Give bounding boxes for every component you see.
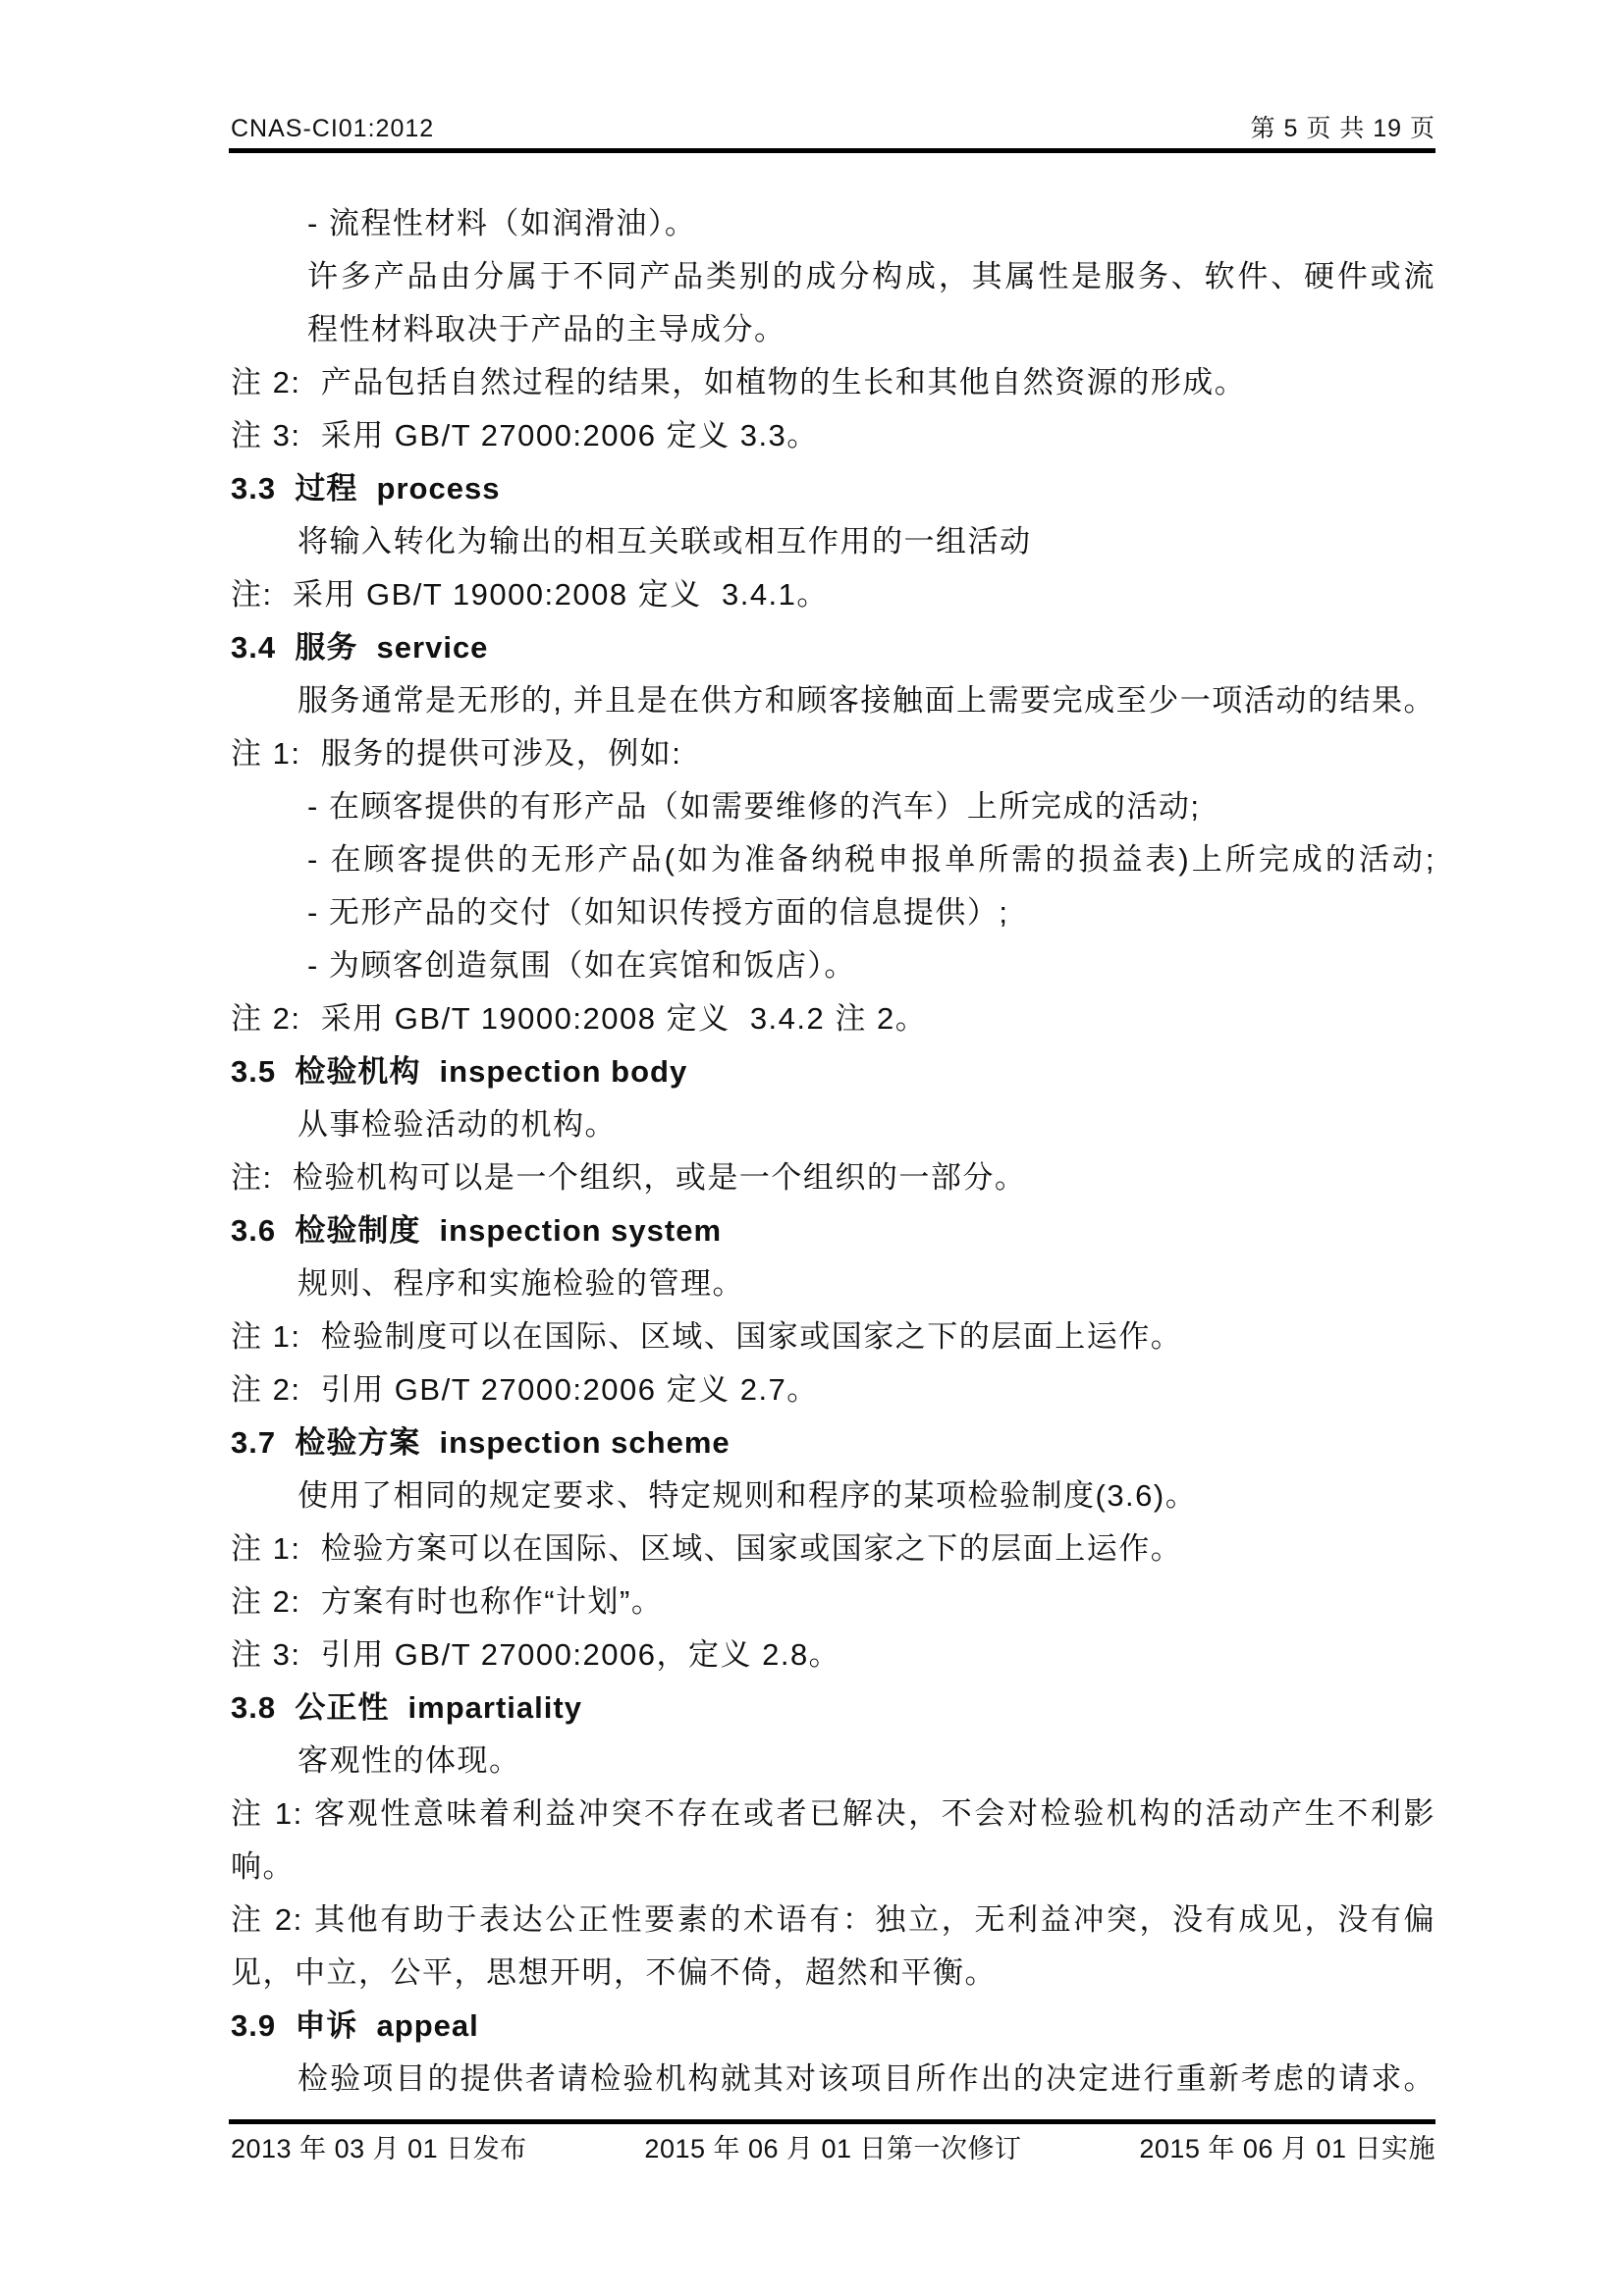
note-line: 注 1: 服务的提供可涉及，例如: (231, 736, 682, 771)
section-heading: 3.3 过程 process (231, 471, 501, 506)
paragraph-continuation-line: 许多产品由分属于不同产品类别的成分构成，其属性是服务、软件、硬件或流 (307, 259, 1435, 294)
paragraph-line: 服务通常是无形的, 并且是在供方和顾客接触面上需要完成至少一项活动的结果。 (298, 683, 1435, 718)
bullet-item: - 在顾客提供的无形产品(如为准备纳税申报单所需的损益表)上所完成的活动; (307, 842, 1435, 877)
footer-implementation-date: 2015 年 06 月 01 日实施 (1139, 2134, 1435, 2163)
note-line: 注 2: 采用 GB/T 19000:2008 定义 3.4.2 注 2。 (231, 1001, 928, 1036)
page-footer (231, 2132, 1435, 2165)
bullet-item: - 为顾客创造氛围（如在宾馆和饭店）。 (307, 948, 856, 983)
paragraph-line: 检验项目的提供者请检验机构就其对该项目所作出的决定进行重新考虑的请求。 (298, 2061, 1435, 2096)
note-line: 注 1: 检验制度可以在国际、区域、国家或国家之下的层面上运作。 (231, 1319, 1183, 1354)
page-header (231, 114, 1435, 143)
document-body (231, 197, 1435, 2106)
note-line: 注 1: 检验方案可以在国际、区域、国家或国家之下的层面上运作。 (231, 1531, 1183, 1566)
section-heading: 3.7 检验方案 inspection scheme (231, 1425, 731, 1460)
note-line: 注 3: 采用 GB/T 27000:2006 定义 3.3。 (231, 418, 819, 453)
note-line: 注 2: 产品包括自然过程的结果，如植物的生长和其他自然资源的形成。 (231, 365, 1247, 400)
section-heading: 3.9 申诉 appeal (231, 2008, 479, 2043)
bullet-item: - 无形产品的交付（如知识传授方面的信息提供）; (307, 895, 1009, 930)
footer-revision-date: 2015 年 06 月 01 日第一次修订 (644, 2134, 1022, 2163)
header-rule (229, 148, 1435, 153)
note-line: 注 2: 方案有时也称作“计划”。 (231, 1584, 664, 1619)
note-continuation-line: 响。 (231, 1849, 295, 1884)
paragraph-line: 使用了相同的规定要求、特定规则和程序的某项检验制度(3.6)。 (298, 1478, 1198, 1513)
paragraph-line: 规则、程序和实施检验的管理。 (298, 1266, 744, 1301)
paragraph-line: 从事检验活动的机构。 (298, 1107, 617, 1142)
doc-number: CNAS-CI01:2012 (231, 115, 435, 142)
footer-rule (229, 2119, 1435, 2124)
section-heading: 3.6 检验制度 inspection system (231, 1213, 723, 1248)
paragraph-continuation-line: 程性材料取决于产品的主导成分。 (307, 312, 786, 347)
paragraph-line: 客观性的体现。 (298, 1743, 521, 1778)
page-indicator: 第 5 页 共 19 页 (1250, 115, 1435, 142)
note-line: 注: 检验机构可以是一个组织，或是一个组织的一部分。 (231, 1160, 1027, 1195)
note-line: 注 2: 引用 GB/T 27000:2006 定义 2.7。 (231, 1372, 819, 1407)
section-heading: 3.5 检验机构 inspection body (231, 1054, 688, 1089)
section-heading: 3.8 公正性 impartiality (231, 1690, 582, 1725)
footer-issued-date: 2013 年 03 月 01 日发布 (231, 2134, 527, 2163)
section-heading: 3.4 服务 service (231, 630, 489, 665)
note-line: 注 3: 引用 GB/T 27000:2006，定义 2.8。 (231, 1637, 841, 1672)
note-line: 注: 采用 GB/T 19000:2008 定义 3.4.1。 (231, 577, 829, 612)
paragraph-line: 将输入转化为输出的相互关联或相互作用的一组活动 (298, 524, 1032, 559)
bullet-item: - 在顾客提供的有形产品（如需要维修的汽车）上所完成的活动; (307, 789, 1201, 824)
bullet-item: - 流程性材料（如润滑油）。 (307, 206, 697, 240)
note-continuation-line: 见，中立，公平，思想开明，不偏不倚，超然和平衡。 (231, 1955, 997, 1990)
note-line: 注 1: 客观性意味着利益冲突不存在或者已解决，不会对检验机构的活动产生不利影 (231, 1796, 1435, 1831)
note-line: 注 2: 其他有助于表达公正性要素的术语有：独立，无利益冲突，没有成见，没有偏 (231, 1902, 1435, 1937)
